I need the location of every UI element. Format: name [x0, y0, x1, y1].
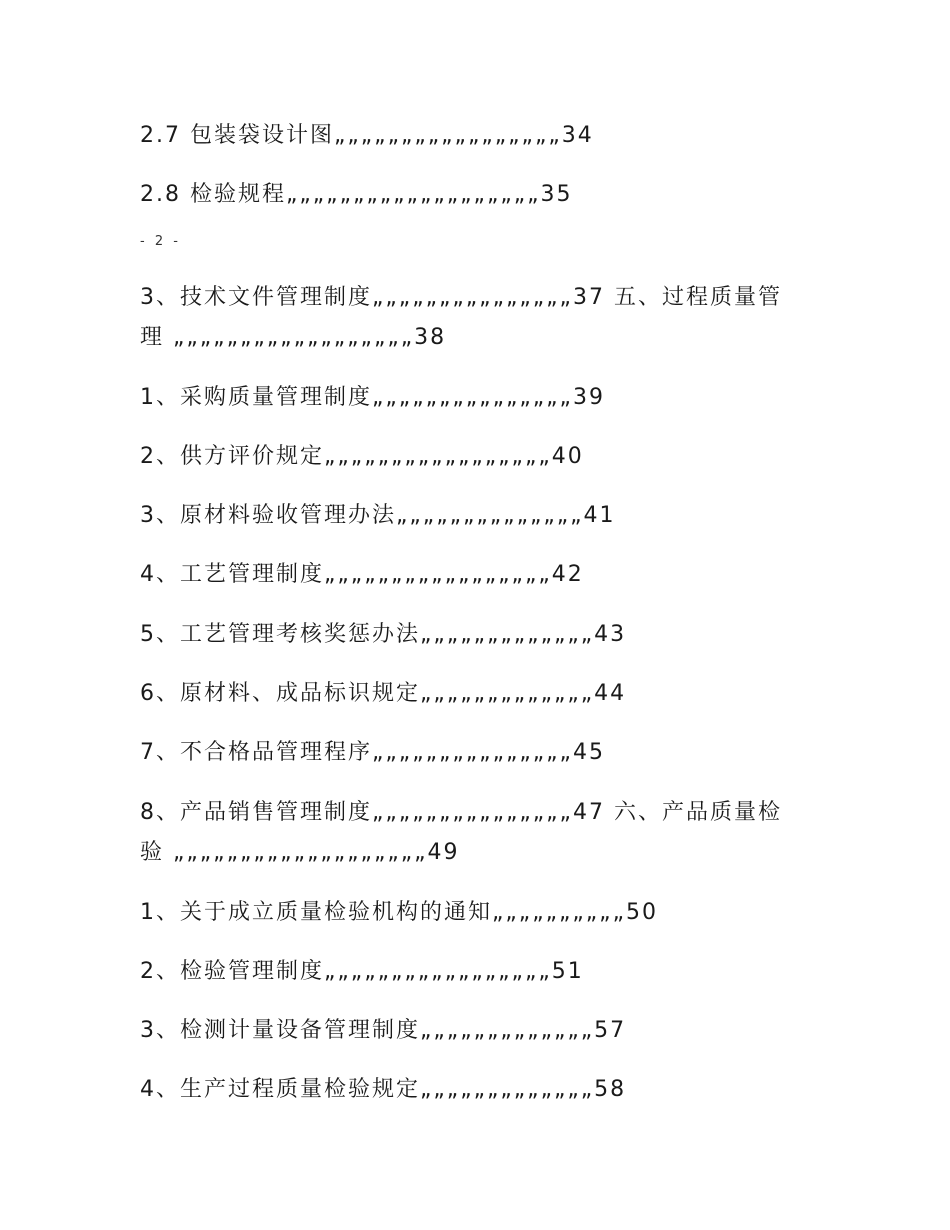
toc-entry-identification: 6、原材料、成品标识规定„„„„„„„„„„„„„44: [140, 681, 627, 706]
toc-entry-production-inspection: 4、生产过程质量检验规定„„„„„„„„„„„„„58: [140, 1077, 627, 1102]
toc-entry-sales: 8、产品销售管理制度„„„„„„„„„„„„„„„47 六、产品质量检验 „„„„„„„„„„„„„„„„„„„49: [140, 800, 782, 865]
toc-entry-supplier-eval: 2、供方评价规定„„„„„„„„„„„„„„„„„40: [140, 444, 584, 469]
toc-entry-2-8: 2.8 检验规程„„„„„„„„„„„„„„„„„„„35: [140, 182, 573, 207]
toc-entry-process-mgmt: 4、工艺管理制度„„„„„„„„„„„„„„„„„42: [140, 562, 584, 587]
toc-entry-procurement: 1、采购质量管理制度„„„„„„„„„„„„„„„39: [140, 385, 605, 410]
toc-entry-2-7: 2.7 包装袋设计图„„„„„„„„„„„„„„„„„34: [140, 123, 594, 148]
toc-entry-inspection-mgmt: 2、检验管理制度„„„„„„„„„„„„„„„„„51: [140, 959, 584, 984]
toc-entry-technical-docs: 3、技术文件管理制度„„„„„„„„„„„„„„„37 五、过程质量管理 „„„„„„„„„„„„„„„„„„38: [140, 285, 782, 350]
toc-entry-measurement: 3、检测计量设备管理制度„„„„„„„„„„„„„57: [140, 1018, 627, 1043]
toc-entry-nonconforming: 7、不合格品管理程序„„„„„„„„„„„„„„„45: [140, 740, 605, 765]
toc-entry-process-assessment: 5、工艺管理考核奖惩办法„„„„„„„„„„„„„43: [140, 622, 627, 647]
toc-entry-inspection-org: 1、关于成立质量检验机构的通知„„„„„„„„„„50: [140, 900, 658, 925]
page-number: - 2 -: [140, 234, 181, 249]
toc-entry-material-acceptance: 3、原材料验收管理办法„„„„„„„„„„„„„„41: [140, 503, 616, 528]
